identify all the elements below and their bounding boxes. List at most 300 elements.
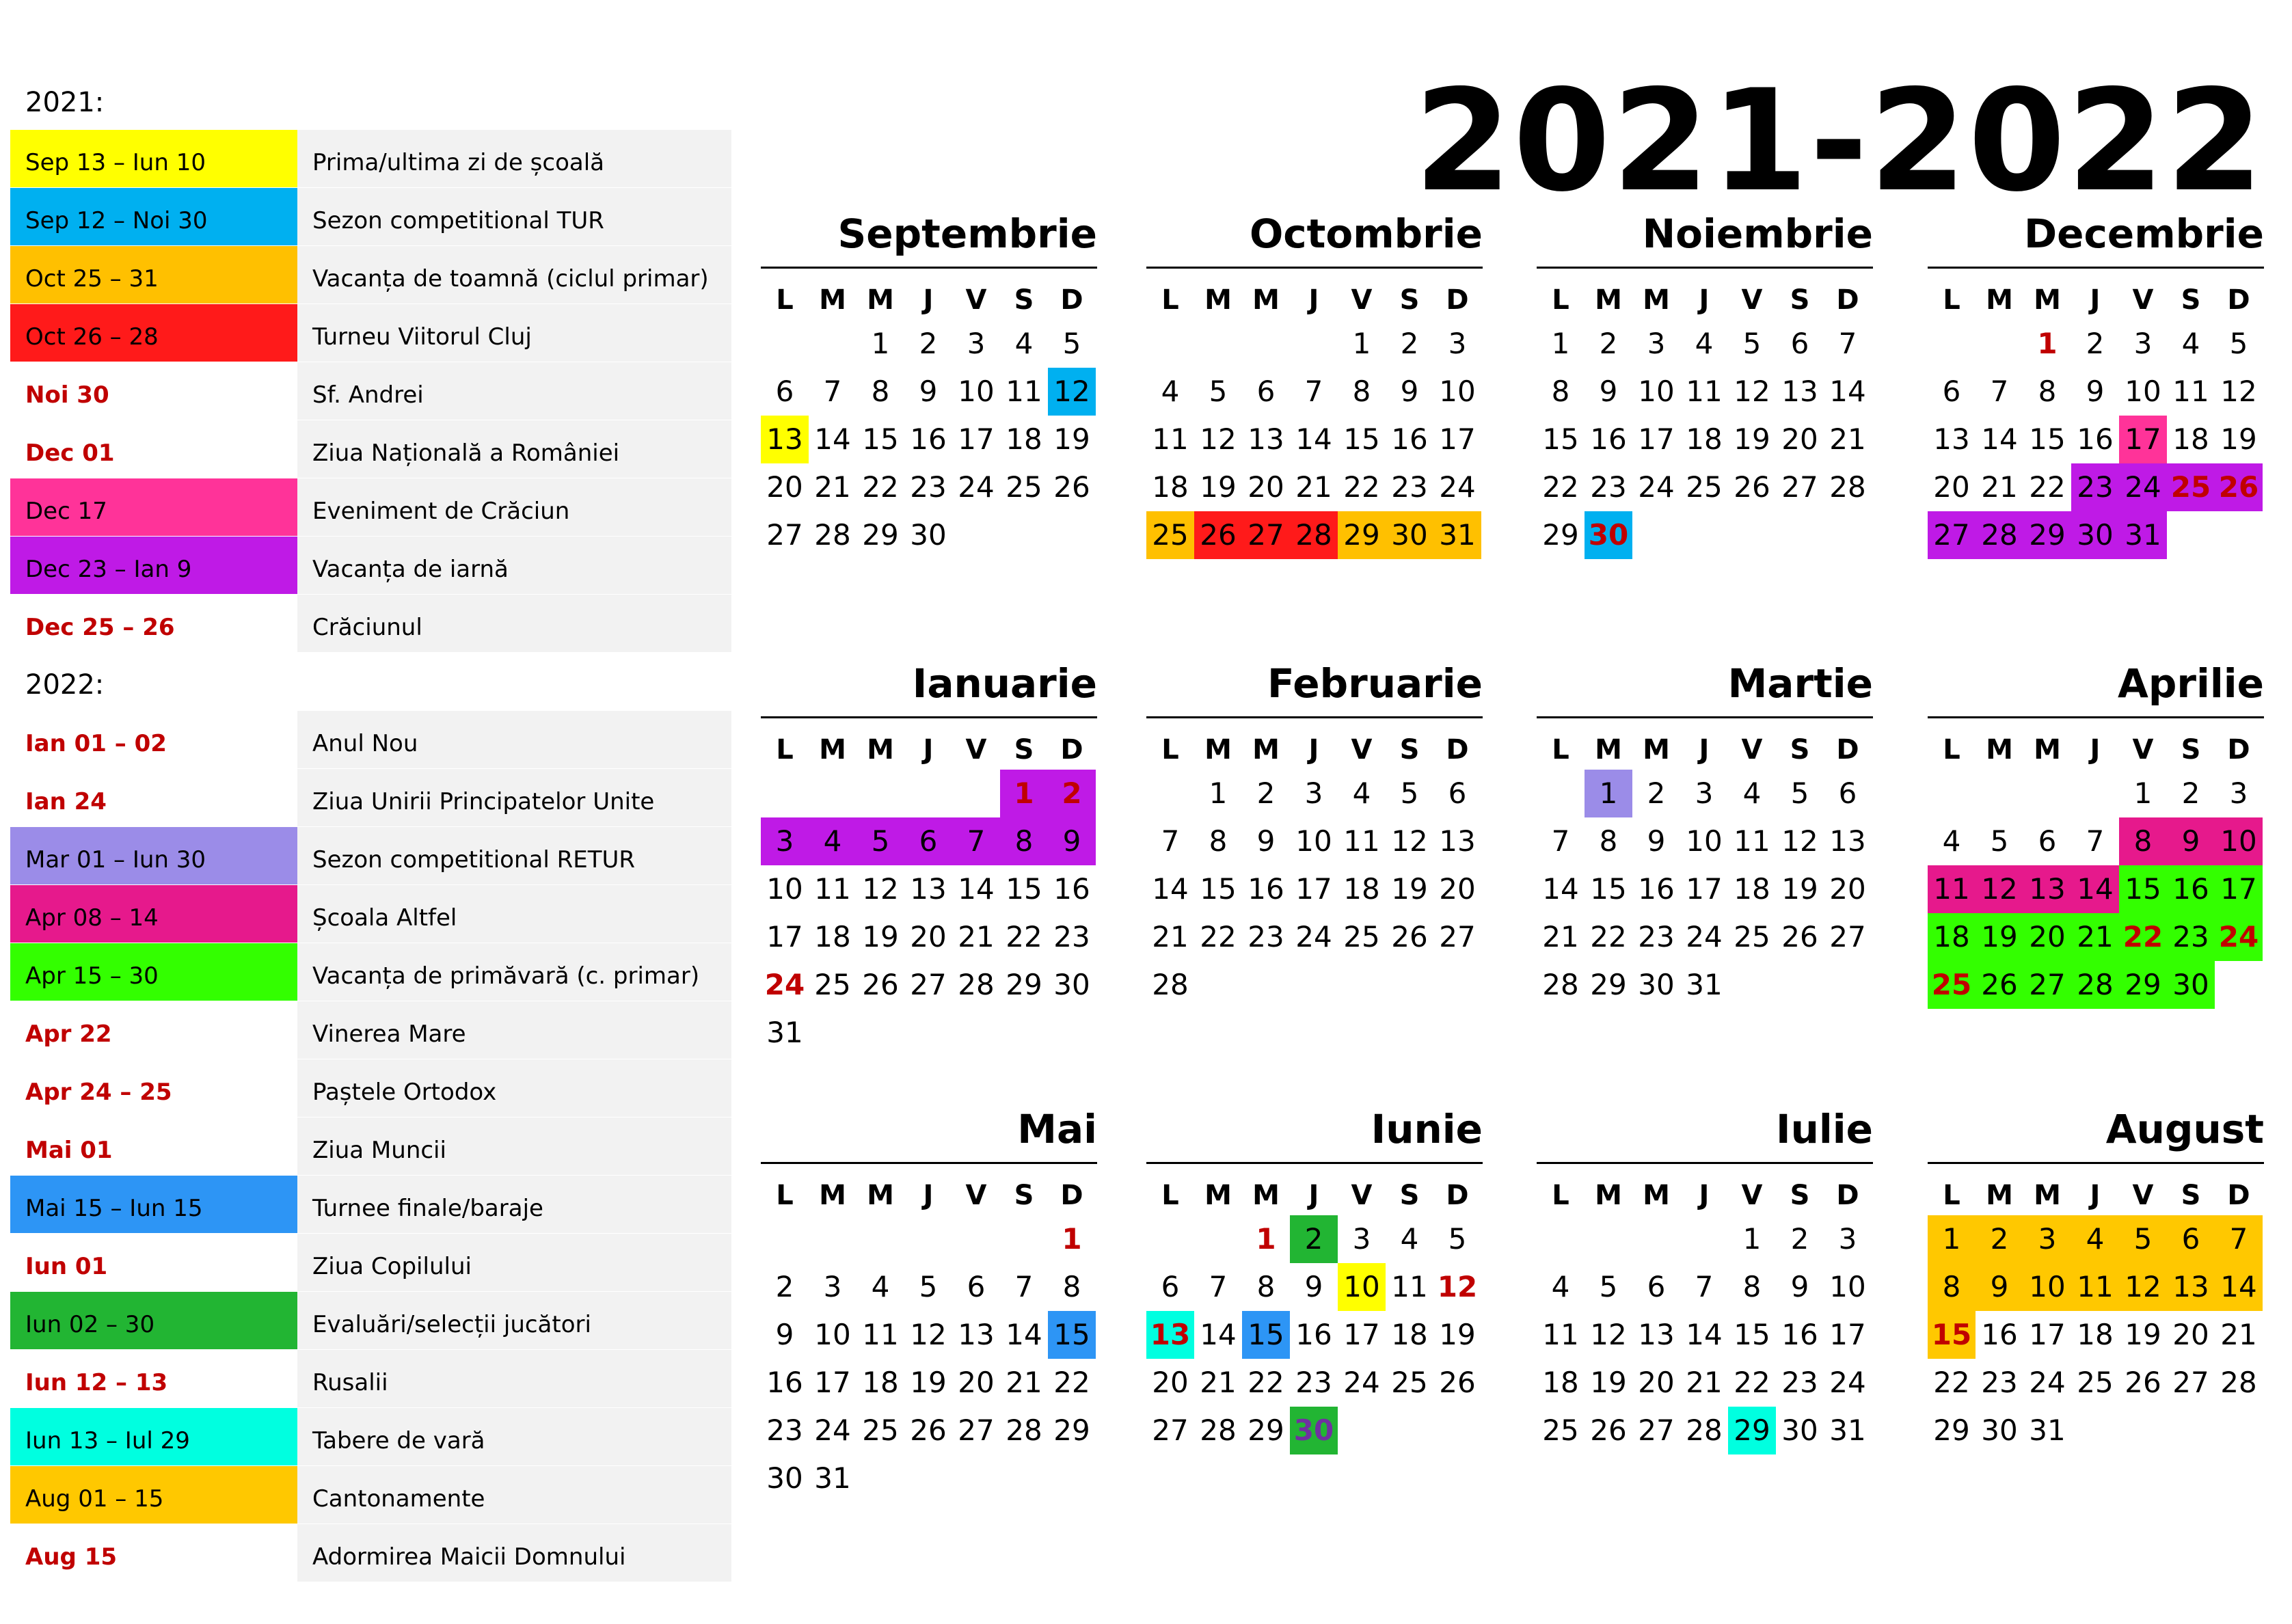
day-cell: 30 — [910, 518, 947, 552]
day-cell: 7 — [1838, 327, 1857, 360]
day-cell: 24 — [958, 470, 995, 504]
month-ianuarie — [761, 660, 1097, 1049]
day-cell: 5 — [1990, 824, 2009, 858]
day-cell: 10 — [2023, 1263, 2071, 1311]
day-cell: 21 — [1152, 920, 1189, 953]
day-cell: 16 — [1391, 422, 1428, 456]
month-name: Decembrie — [2024, 211, 2264, 257]
day-cell: 3 — [2229, 776, 2248, 810]
day-cell: 11 — [814, 872, 851, 906]
day-cell: 9 — [1256, 824, 1276, 858]
day-cell: 23 — [766, 1413, 803, 1447]
month-name: Octombrie — [1249, 211, 1483, 257]
legend-row — [10, 943, 731, 1001]
day-cell: 6 — [904, 817, 952, 865]
day-cell: 2 — [1790, 1222, 1809, 1256]
day-cell: 20 — [958, 1366, 995, 1399]
day-cell: 11 — [1542, 1318, 1579, 1351]
day-cell: 20 — [910, 920, 947, 953]
day-cell: 31 — [766, 1016, 803, 1049]
day-cell: 4 — [1014, 327, 1034, 360]
day-cell: 21 — [1295, 470, 1332, 504]
day-cell: 8 — [871, 375, 890, 408]
weekday-header: L — [776, 734, 794, 766]
weekday-header: D — [1836, 284, 1859, 316]
day-cell: 6 — [2038, 824, 2057, 858]
day-cell: 20 — [1439, 872, 1476, 906]
day-cell: 14 — [958, 872, 995, 906]
weekday-header: S — [1790, 1180, 1810, 1211]
legend-date: Aug 15 — [25, 1543, 118, 1571]
weekday-header: M — [1986, 284, 2013, 316]
day-cell: 10 — [1338, 1263, 1386, 1311]
month-divider — [761, 716, 1097, 718]
day-cell: 26 — [862, 968, 899, 1001]
legend-date: Iun 13 – Iul 29 — [10, 1408, 297, 1465]
day-cell: 24 — [1686, 920, 1723, 953]
day-cell: 4 — [1742, 776, 1762, 810]
legend-row — [10, 478, 731, 536]
day-cell: 2 — [1048, 770, 1096, 817]
weekday-header: M — [1252, 734, 1280, 766]
legend-date: Dec 25 – 26 — [25, 614, 175, 641]
legend-date: Ian 24 — [25, 788, 107, 815]
day-cell: 5 — [1209, 375, 1228, 408]
day-cell: 17 — [766, 920, 803, 953]
weekday-header: V — [2132, 284, 2154, 316]
weekday-header: S — [1014, 734, 1034, 766]
day-cell: 1 — [1928, 1215, 1976, 1263]
day-cell: 18 — [1152, 470, 1189, 504]
day-cell: 1 — [1000, 770, 1048, 817]
weekday-header: J — [923, 734, 934, 766]
day-cell: 16 — [1638, 872, 1675, 906]
day-cell: 14 — [1152, 872, 1189, 906]
day-cell: 6 — [775, 375, 794, 408]
day-cell: 16 — [1295, 1318, 1332, 1351]
day-cell: 19 — [1781, 872, 1818, 906]
day-cell: 2 — [1976, 1215, 2023, 1263]
weekday-header: D — [1060, 284, 1083, 316]
weekday-header: J — [923, 284, 934, 316]
legend-description: Ziua Copilului — [297, 1234, 731, 1291]
day-cell: 29 — [1542, 518, 1579, 552]
month-name: Aprilie — [2118, 660, 2264, 707]
day-cell: 7 — [2086, 824, 2105, 858]
legend-date: Apr 22 — [25, 1020, 112, 1048]
day-cell: 11 — [1928, 865, 1976, 913]
legend-date: Oct 26 – 28 — [10, 304, 297, 362]
day-cell: 24 — [814, 1413, 851, 1447]
legend-description: Ziua Națională a României — [297, 420, 731, 478]
day-cell: 3 — [2023, 1215, 2071, 1263]
day-cell: 10 — [1638, 375, 1675, 408]
day-cell: 27 — [2172, 1366, 2209, 1399]
month-divider — [1146, 267, 1483, 269]
day-cell: 12 — [1437, 1270, 1478, 1303]
weekday-header: V — [2132, 1180, 2154, 1211]
day-cell: 2 — [1647, 776, 1666, 810]
day-cell: 9 — [775, 1318, 794, 1351]
legend-description: Sf. Andrei — [297, 362, 731, 420]
day-cell: 22 — [1006, 920, 1042, 953]
day-cell: 2 — [1290, 1215, 1338, 1263]
legend-description: Vacanța de primăvară (c. primar) — [297, 943, 731, 1001]
day-cell: 12 — [2220, 375, 2257, 408]
day-cell: 18 — [1734, 872, 1770, 906]
weekday-header: M — [1986, 1180, 2013, 1211]
weekday-header: M — [867, 1180, 894, 1211]
day-cell: 4 — [1942, 824, 1961, 858]
legend-row — [10, 1466, 731, 1524]
day-cell: 5 — [1599, 1270, 1618, 1303]
legend-row — [10, 362, 731, 420]
day-cell: 5 — [919, 1270, 938, 1303]
month-name: Iulie — [1776, 1106, 1873, 1152]
day-cell: 25 — [1686, 470, 1723, 504]
day-cell: 3 — [1352, 1222, 1371, 1256]
day-cell: 12 — [1781, 824, 1818, 858]
day-cell: 11 — [1734, 824, 1770, 858]
day-cell: 24 — [1343, 1366, 1380, 1399]
day-cell: 30 — [766, 1461, 803, 1495]
day-cell: 18 — [2077, 1318, 2114, 1351]
legend-row — [10, 537, 731, 594]
day-cell: 13 — [1933, 422, 1970, 456]
day-cell: 19 — [862, 920, 899, 953]
day-cell: 26 — [1781, 920, 1818, 953]
legend-description: Sezon competitional RETUR — [297, 827, 731, 884]
day-cell: 19 — [1200, 470, 1237, 504]
day-cell: 17 — [2215, 865, 2263, 913]
day-cell: 22 — [1200, 920, 1237, 953]
day-cell: 17 — [1439, 422, 1476, 456]
month-name: August — [2105, 1106, 2264, 1152]
day-cell: 17 — [1343, 1318, 1380, 1351]
weekday-header: S — [1790, 284, 1810, 316]
legend-date: Ian 01 – 02 — [25, 730, 167, 757]
day-cell: 23 — [1981, 1366, 2018, 1399]
day-cell: 3 — [761, 817, 809, 865]
day-cell: 5 — [2229, 327, 2248, 360]
day-cell: 31 — [2119, 511, 2167, 559]
legend-row — [10, 711, 731, 768]
day-cell: 5 — [1742, 327, 1762, 360]
day-cell: 9 — [1790, 1270, 1809, 1303]
day-cell: 23 — [1391, 470, 1428, 504]
day-cell: 28 — [1200, 1413, 1237, 1447]
day-cell: 3 — [823, 1270, 842, 1303]
month-divider — [1928, 267, 2264, 269]
weekday-header: L — [1943, 1180, 1960, 1211]
day-cell: 25 — [1391, 1366, 1428, 1399]
weekday-header: M — [1204, 734, 1232, 766]
legend-date: Oct 25 – 31 — [10, 246, 297, 303]
day-cell: 13 — [2167, 1263, 2215, 1311]
day-cell: 16 — [1590, 422, 1627, 456]
day-cell: 19 — [1391, 872, 1428, 906]
month-decembrie — [1928, 213, 2264, 596]
legend-row — [10, 1292, 731, 1349]
day-cell: 29 — [1006, 968, 1042, 1001]
legend-description: Tabere de vară — [297, 1408, 731, 1465]
legend-date: Dec 23 – Ian 9 — [10, 537, 297, 594]
day-cell: 1 — [1209, 776, 1228, 810]
day-cell: 26 — [910, 1413, 947, 1447]
day-cell: 19 — [910, 1366, 947, 1399]
day-cell: 15 — [1590, 872, 1627, 906]
day-cell: 15 — [1734, 1318, 1770, 1351]
day-cell: 24 — [1638, 470, 1675, 504]
legend-date: Iun 02 – 30 — [10, 1292, 297, 1349]
weekday-header: D — [1836, 734, 1859, 766]
day-cell: 3 — [967, 327, 986, 360]
weekday-header: V — [965, 1180, 987, 1211]
day-cell: 21 — [1981, 470, 2018, 504]
weekday-header: L — [1552, 1180, 1569, 1211]
day-cell: 14 — [1006, 1318, 1042, 1351]
day-cell: 25 — [1928, 961, 1976, 1009]
day-cell: 20 — [1829, 872, 1866, 906]
day-cell: 28 — [1976, 511, 2023, 559]
day-cell: 21 — [1542, 920, 1579, 953]
legend-description: Eveniment de Crăciun — [297, 478, 731, 536]
day-cell: 3 — [1838, 1222, 1857, 1256]
day-cell: 12 — [1048, 368, 1096, 416]
day-cell: 5 — [1448, 1222, 1467, 1256]
weekday-header: M — [867, 734, 894, 766]
day-cell: 6 — [1790, 327, 1809, 360]
legend-row — [10, 769, 731, 826]
day-cell: 23 — [1638, 920, 1675, 953]
day-cell: 8 — [1742, 1270, 1762, 1303]
calendar-title: 2021-2022 — [1414, 60, 2265, 223]
legend-row — [10, 1524, 731, 1582]
day-cell: 25 — [1006, 470, 1042, 504]
legend-description: Turnee finale/baraje — [297, 1176, 731, 1233]
day-cell: 28 — [1152, 968, 1189, 1001]
day-cell: 11 — [1343, 824, 1380, 858]
legend-description: Vacanța de toamnă (ciclul primar) — [297, 246, 731, 303]
weekday-header: L — [1552, 284, 1569, 316]
weekday-header: V — [1741, 284, 1763, 316]
day-cell: 22 — [2119, 913, 2167, 961]
weekday-header: M — [2034, 284, 2061, 316]
day-cell: 25 — [2167, 463, 2215, 511]
month-divider — [1928, 1162, 2264, 1164]
day-cell: 20 — [2023, 913, 2071, 961]
legend-date: Mar 01 – Iun 30 — [10, 827, 297, 884]
day-cell: 4 — [1695, 327, 1714, 360]
day-cell: 12 — [2119, 1263, 2167, 1311]
day-cell: 29 — [2023, 511, 2071, 559]
legend-row — [10, 885, 731, 943]
legend-description: Anul Nou — [297, 711, 731, 768]
weekday-header: L — [1161, 734, 1179, 766]
day-cell: 8 — [1062, 1270, 1081, 1303]
day-cell: 22 — [1053, 1366, 1090, 1399]
day-cell: 3 — [1647, 327, 1666, 360]
legend-row — [10, 1408, 731, 1465]
day-cell: 2 — [1256, 776, 1276, 810]
day-cell: 13 — [1146, 1311, 1194, 1359]
day-cell: 6 — [1448, 776, 1467, 810]
legend-date: Dec 01 — [25, 439, 115, 467]
legend-row — [10, 1118, 731, 1175]
weekday-header: L — [1552, 734, 1569, 766]
weekday-header: L — [1943, 284, 1960, 316]
weekday-header: D — [2227, 1180, 2250, 1211]
day-cell: 1 — [2133, 776, 2153, 810]
day-cell: 13 — [1638, 1318, 1675, 1351]
weekday-header: V — [1741, 734, 1763, 766]
day-cell: 9 — [1599, 375, 1618, 408]
day-cell: 10 — [814, 1318, 851, 1351]
weekday-header: D — [2227, 284, 2250, 316]
month-septembrie — [761, 213, 1097, 596]
day-cell: 24 — [1829, 1366, 1866, 1399]
day-cell: 21 — [1006, 1366, 1042, 1399]
day-cell: 15 — [1048, 1311, 1096, 1359]
day-cell: 4 — [1551, 1270, 1570, 1303]
day-cell: 21 — [1686, 1366, 1723, 1399]
day-cell: 18 — [862, 1366, 899, 1399]
day-cell: 10 — [2215, 817, 2263, 865]
day-cell: 17 — [1638, 422, 1675, 456]
weekday-header: M — [819, 284, 846, 316]
day-cell: 8 — [1000, 817, 1048, 865]
month-august — [1928, 1106, 2264, 1491]
day-cell: 30 — [1585, 511, 1632, 559]
month-divider — [1537, 716, 1873, 718]
day-cell: 5 — [1062, 327, 1081, 360]
day-cell: 17 — [2029, 1318, 2066, 1351]
day-cell: 23 — [2071, 463, 2119, 511]
weekday-header: V — [965, 734, 987, 766]
day-cell: 30 — [2167, 961, 2215, 1009]
day-cell: 28 — [1290, 511, 1338, 559]
day-cell: 22 — [862, 470, 899, 504]
day-cell: 2 — [1599, 327, 1618, 360]
day-cell: 23 — [910, 470, 947, 504]
day-cell: 11 — [1006, 375, 1042, 408]
day-cell: 11 — [1686, 375, 1723, 408]
weekday-header: V — [2132, 734, 2154, 766]
day-cell: 9 — [919, 375, 938, 408]
weekday-header: M — [1252, 1180, 1280, 1211]
day-cell: 20 — [1152, 1366, 1189, 1399]
day-cell: 14 — [1981, 422, 2018, 456]
weekday-header: M — [1643, 734, 1670, 766]
day-cell: 1 — [1352, 327, 1371, 360]
legend-date: Mai 01 — [25, 1137, 113, 1164]
day-cell: 27 — [2023, 961, 2071, 1009]
day-cell: 31 — [1433, 511, 1481, 559]
day-cell: 10 — [1439, 375, 1476, 408]
day-cell: 16 — [1781, 1318, 1818, 1351]
day-cell: 17 — [814, 1366, 851, 1399]
day-cell: 14 — [1200, 1318, 1237, 1351]
day-cell: 2 — [919, 327, 938, 360]
day-cell: 28 — [1542, 968, 1579, 1001]
day-cell: 27 — [1781, 470, 1818, 504]
day-cell: 27 — [1152, 1413, 1189, 1447]
day-cell: 26 — [1439, 1366, 1476, 1399]
month-name: Septembrie — [837, 211, 1097, 257]
day-cell: 10 — [1295, 824, 1332, 858]
month-divider — [1146, 1162, 1483, 1164]
day-cell: 7 — [1304, 375, 1323, 408]
legend-row — [10, 246, 731, 303]
weekday-header: S — [2181, 284, 2201, 316]
day-cell: 26 — [1194, 511, 1242, 559]
day-cell: 27 — [910, 968, 947, 1001]
weekday-header: D — [1060, 734, 1083, 766]
day-cell: 31 — [814, 1461, 851, 1495]
day-cell: 6 — [1256, 375, 1276, 408]
day-cell: 19 — [1590, 1366, 1627, 1399]
day-cell: 7 — [1695, 1270, 1714, 1303]
day-cell: 15 — [1006, 872, 1042, 906]
weekday-header: V — [1351, 1180, 1373, 1211]
day-cell: 26 — [1053, 470, 1090, 504]
weekday-header: L — [1943, 734, 1960, 766]
day-cell: 6 — [1161, 1270, 1180, 1303]
weekday-header: M — [1252, 284, 1280, 316]
day-cell: 28 — [1829, 470, 1866, 504]
day-cell: 27 — [1829, 920, 1866, 953]
day-cell: 3 — [2133, 327, 2153, 360]
day-cell: 5 — [857, 817, 904, 865]
month-iulie — [1537, 1106, 1873, 1491]
legend-description: Adormirea Maicii Domnului — [297, 1524, 731, 1582]
day-cell: 25 — [862, 1413, 899, 1447]
weekday-header: M — [1204, 284, 1232, 316]
day-cell: 18 — [1006, 422, 1042, 456]
day-cell: 16 — [766, 1366, 803, 1399]
legend-row — [10, 827, 731, 884]
day-cell: 22 — [1542, 470, 1579, 504]
day-cell: 19 — [1439, 1318, 1476, 1351]
day-cell: 8 — [1599, 824, 1618, 858]
day-cell: 20 — [766, 470, 803, 504]
day-cell: 16 — [910, 422, 947, 456]
weekday-header: S — [2181, 734, 2201, 766]
month-octombrie — [1146, 213, 1483, 596]
weekday-header: J — [1308, 734, 1319, 766]
day-cell: 31 — [2029, 1413, 2066, 1447]
month-iunie — [1146, 1106, 1483, 1491]
day-cell: 26 — [1391, 920, 1428, 953]
day-cell: 16 — [1053, 872, 1090, 906]
day-cell: 14 — [1686, 1318, 1723, 1351]
day-cell: 19 — [2125, 1318, 2161, 1351]
day-cell: 27 — [766, 518, 803, 552]
day-cell: 7 — [1161, 824, 1180, 858]
day-cell: 30 — [1781, 1413, 1818, 1447]
weekday-header: D — [1446, 284, 1469, 316]
day-cell: 4 — [2181, 327, 2200, 360]
weekday-header: S — [1399, 734, 1420, 766]
day-cell: 13 — [910, 872, 947, 906]
day-cell: 28 — [2071, 961, 2119, 1009]
day-cell: 26 — [2125, 1366, 2161, 1399]
weekday-header: L — [1161, 1180, 1179, 1211]
day-cell: 12 — [1200, 422, 1237, 456]
weekday-header: S — [1790, 734, 1810, 766]
day-cell: 28 — [958, 968, 995, 1001]
day-cell: 18 — [2172, 422, 2209, 456]
